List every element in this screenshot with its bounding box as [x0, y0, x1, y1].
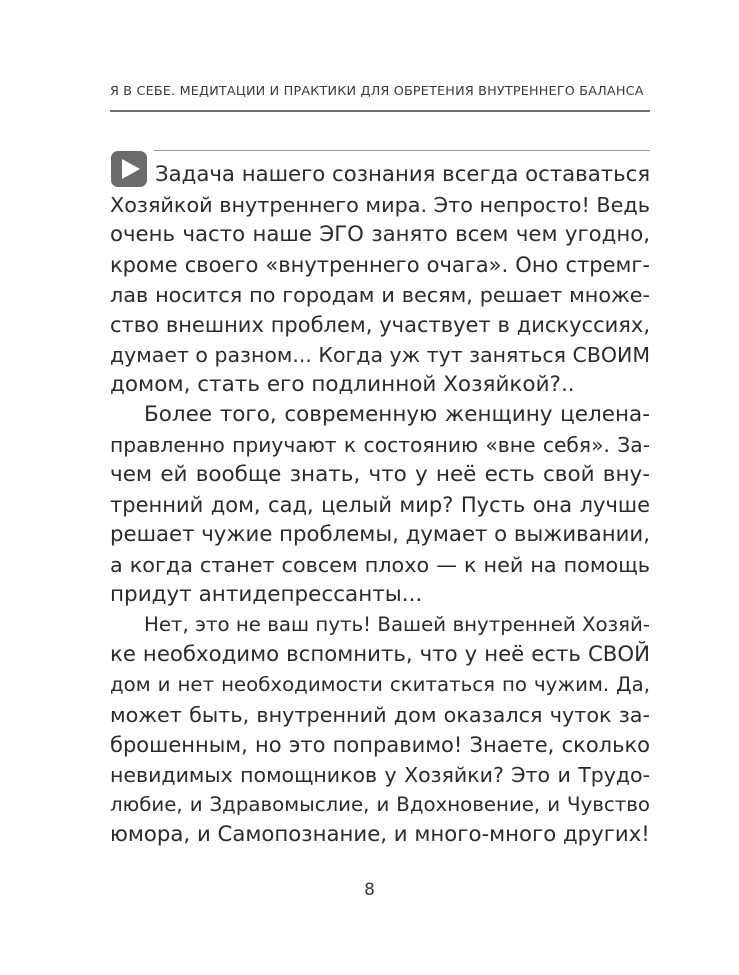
text-line: правленно приучают к состоянию «вне себя». За- — [110, 433, 650, 457]
text-line: ке необходимо вспомнить, что у неё есть СВОЙ — [110, 642, 650, 667]
page-number: 8 — [364, 880, 375, 900]
text-line: кроме своего «внутреннего очага». Оно стремг- — [110, 253, 650, 277]
text-line: брошенным, но это поправимо! Знаете, сколько — [110, 733, 650, 757]
text-line: а когда станет совсем плохо — к ней на помощь — [110, 553, 650, 577]
text-line: лав носится по городам и весям, решает множе- — [110, 283, 650, 307]
text-line: Нет, это не ваш путь! Вашей внутренней Хозяй- — [144, 613, 650, 636]
text-line: Хозяйкой внутреннего мира. Это непросто! Ведь — [110, 193, 650, 217]
text-line: думает о разном... Когда уж тут заняться СВОИМ — [110, 343, 651, 367]
text-line: чем ей вообще знать, что у неё есть свой вну- — [110, 462, 650, 487]
text-line: Более того, современную женщину целена- — [144, 402, 650, 427]
text-line: любие, и Здравомыслие, и Вдохновение, и Чувство — [110, 793, 650, 816]
text-line: Задача нашего сознания всегда оставаться — [155, 162, 651, 187]
header-rule — [110, 110, 650, 112]
paragraph-2 — [110, 400, 650, 610]
text-line: дом и нет необходимости скитаться по чужим. Да, — [110, 673, 650, 696]
paragraph-3 — [110, 610, 650, 850]
section-rule — [154, 150, 650, 151]
text-line: невидимых помощников у Хозяйки? Это и Трудо- — [110, 763, 650, 787]
paragraph-1 — [110, 160, 650, 400]
text-line: очень часто наше ЭГО занято всем чем угодно, — [110, 222, 650, 247]
text-line: домом, стать его подлинной Хозяйкой?.. — [110, 372, 575, 397]
text-line: ство внешних проблем, участвует в дискуссиях, — [110, 313, 650, 337]
text-line: решает чужие проблемы, думает о выживании, — [110, 522, 650, 547]
text-line: тренний дом, сад, целый мир? Пусть она лучше — [110, 493, 650, 517]
running-header: Я В СЕБЕ. МЕДИТАЦИИ И ПРАКТИКИ ДЛЯ ОБРЕТЕНИЯ ВНУТРЕННЕГО БАЛАНСА — [110, 84, 644, 99]
text-line: придут антидепрессанты... — [110, 582, 423, 607]
text-line: может быть, внутренний дом оказался чуток за- — [110, 703, 650, 727]
text-line: юмора, и Самопознание, и много-много других! — [110, 822, 650, 847]
